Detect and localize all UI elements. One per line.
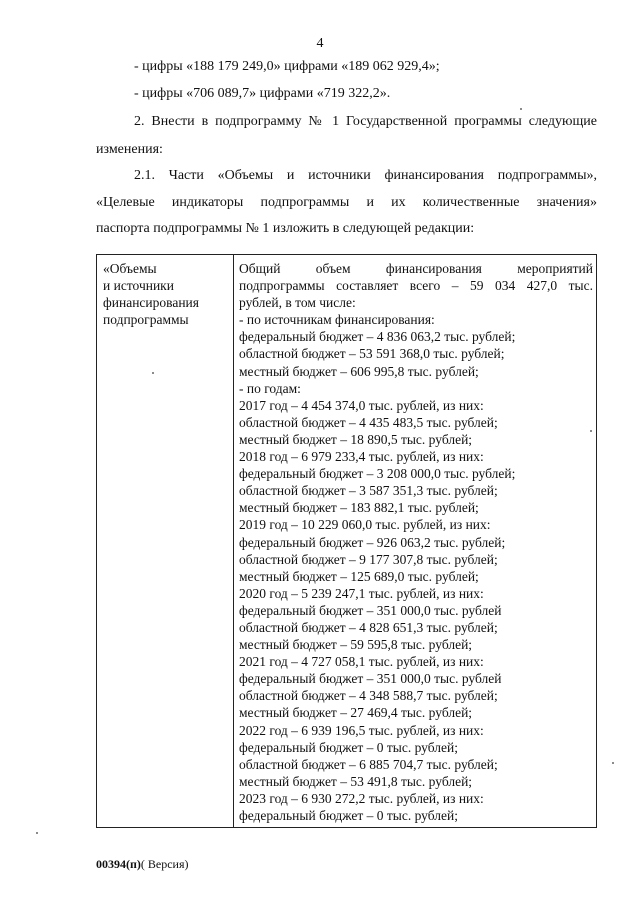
right-cell-line: подпрограммы составляет всего – 59 034 427,0 тыс. <box>239 278 593 294</box>
left-cell-line: и источники <box>103 278 174 294</box>
right-cell-line: федеральный бюджет – 0 тыс. рублей; <box>239 808 458 823</box>
page-number: 4 <box>316 36 324 51</box>
right-cell-line: областной бюджет – 4 828 651,3 тыс. рублей; <box>239 619 498 635</box>
right-cell-line: областной бюджет – 4 348 588,7 тыс. рублей; <box>239 688 498 704</box>
right-cell-line: федеральный бюджет – 351 000,0 тыс. рублей <box>239 602 502 618</box>
right-cell-line: областной бюджет – 4 435 483,5 тыс. рублей; <box>239 414 498 430</box>
item-2-1-line-1: 2.1. Части «Объемы и источники финансирования подпрограммы», <box>134 168 597 183</box>
right-cell-line: областной бюджет – 6 885 704,7 тыс. рублей; <box>239 756 498 772</box>
right-cell-line: 2020 год – 5 239 247,1 тыс. рублей, из них: <box>239 585 484 601</box>
document-footer <box>96 857 189 872</box>
right-cell-line: местный бюджет – 606 995,8 тыс. рублей; <box>239 363 479 379</box>
right-cell-line: местный бюджет – 18 890,5 тыс. рублей; <box>239 431 473 447</box>
right-cell-line: федеральный бюджет – 4 836 063,2 тыс. рублей; <box>239 329 516 345</box>
column-divider <box>233 255 234 827</box>
right-cell-line: 2019 год – 10 229 060,0 тыс. рублей, из них: <box>239 517 491 533</box>
scan-speck <box>590 430 592 432</box>
amendment-line-1: - цифры «188 179 249,0» цифрами «189 062 929,4»; <box>134 59 440 74</box>
left-cell-line: «Объемы <box>103 261 157 276</box>
left-cell-line: подпрограммы <box>103 312 189 328</box>
right-cell-line: 2017 год – 4 454 374,0 тыс. рублей, из них: <box>239 397 484 413</box>
left-cell-line: финансирования <box>103 295 199 311</box>
right-cell-line: местный бюджет – 125 689,0 тыс. рублей; <box>239 568 479 584</box>
item-2-line-2: изменения: <box>96 142 163 157</box>
right-cell-line: местный бюджет – 183 882,1 тыс. рублей; <box>239 500 479 516</box>
item-2-1-line-3: паспорта подпрограммы № 1 изложить в следующей редакции: <box>96 221 475 236</box>
table-right-cell <box>239 260 593 824</box>
scan-speck <box>36 832 38 834</box>
right-cell-line: 2021 год – 4 727 058,1 тыс. рублей, из них: <box>239 654 484 670</box>
right-cell-line: 2023 год – 6 930 272,2 тыс. рублей, из них: <box>239 790 484 806</box>
right-cell-line: федеральный бюджет – 3 208 000,0 тыс. рублей; <box>239 466 516 482</box>
right-cell-line: областной бюджет – 3 587 351,3 тыс. рублей; <box>239 483 498 499</box>
item-2-1-line-2: «Целевые индикаторы подпрограммы и их количественные значения» <box>96 195 597 210</box>
right-cell-line: - по годам: <box>239 380 301 396</box>
right-cell-line: 2022 год – 6 939 196,5 тыс. рублей, из них: <box>239 722 484 738</box>
amendment-line-2: - цифры «706 089,7» цифрами «719 322,2». <box>134 86 391 101</box>
right-cell-line: местный бюджет – 27 469,4 тыс. рублей; <box>239 705 473 721</box>
table-left-cell <box>103 260 229 328</box>
passport-table <box>96 254 597 828</box>
right-cell-line: рублей, в том числе: <box>239 295 356 311</box>
right-cell-line: - по источникам финансирования: <box>239 312 435 328</box>
right-cell-line: местный бюджет – 53 491,8 тыс. рублей; <box>239 773 473 789</box>
document-code: 00394(п) <box>96 857 141 871</box>
right-cell-line: федеральный бюджет – 0 тыс. рублей; <box>239 739 458 755</box>
right-cell-line: 2018 год – 6 979 233,4 тыс. рублей, из них: <box>239 449 484 465</box>
right-cell-line: местный бюджет – 59 595,8 тыс. рублей; <box>239 637 473 653</box>
scan-speck <box>520 108 522 110</box>
item-2-line-1: 2. Внести в подпрограмму № 1 Государственной программы следующие <box>134 114 597 129</box>
right-cell-line: областной бюджет – 53 591 368,0 тыс. рублей; <box>239 346 505 362</box>
right-cell-line: Общий объем финансирования мероприятий <box>239 261 593 276</box>
scan-speck <box>152 372 154 374</box>
right-cell-line: федеральный бюджет – 926 063,2 тыс. рублей; <box>239 534 506 550</box>
right-cell-line: областной бюджет – 9 177 307,8 тыс. рублей; <box>239 551 498 567</box>
right-cell-line: федеральный бюджет – 351 000,0 тыс. рублей <box>239 671 502 687</box>
document-version: ( Версия) <box>140 857 189 871</box>
scan-speck <box>612 762 614 764</box>
